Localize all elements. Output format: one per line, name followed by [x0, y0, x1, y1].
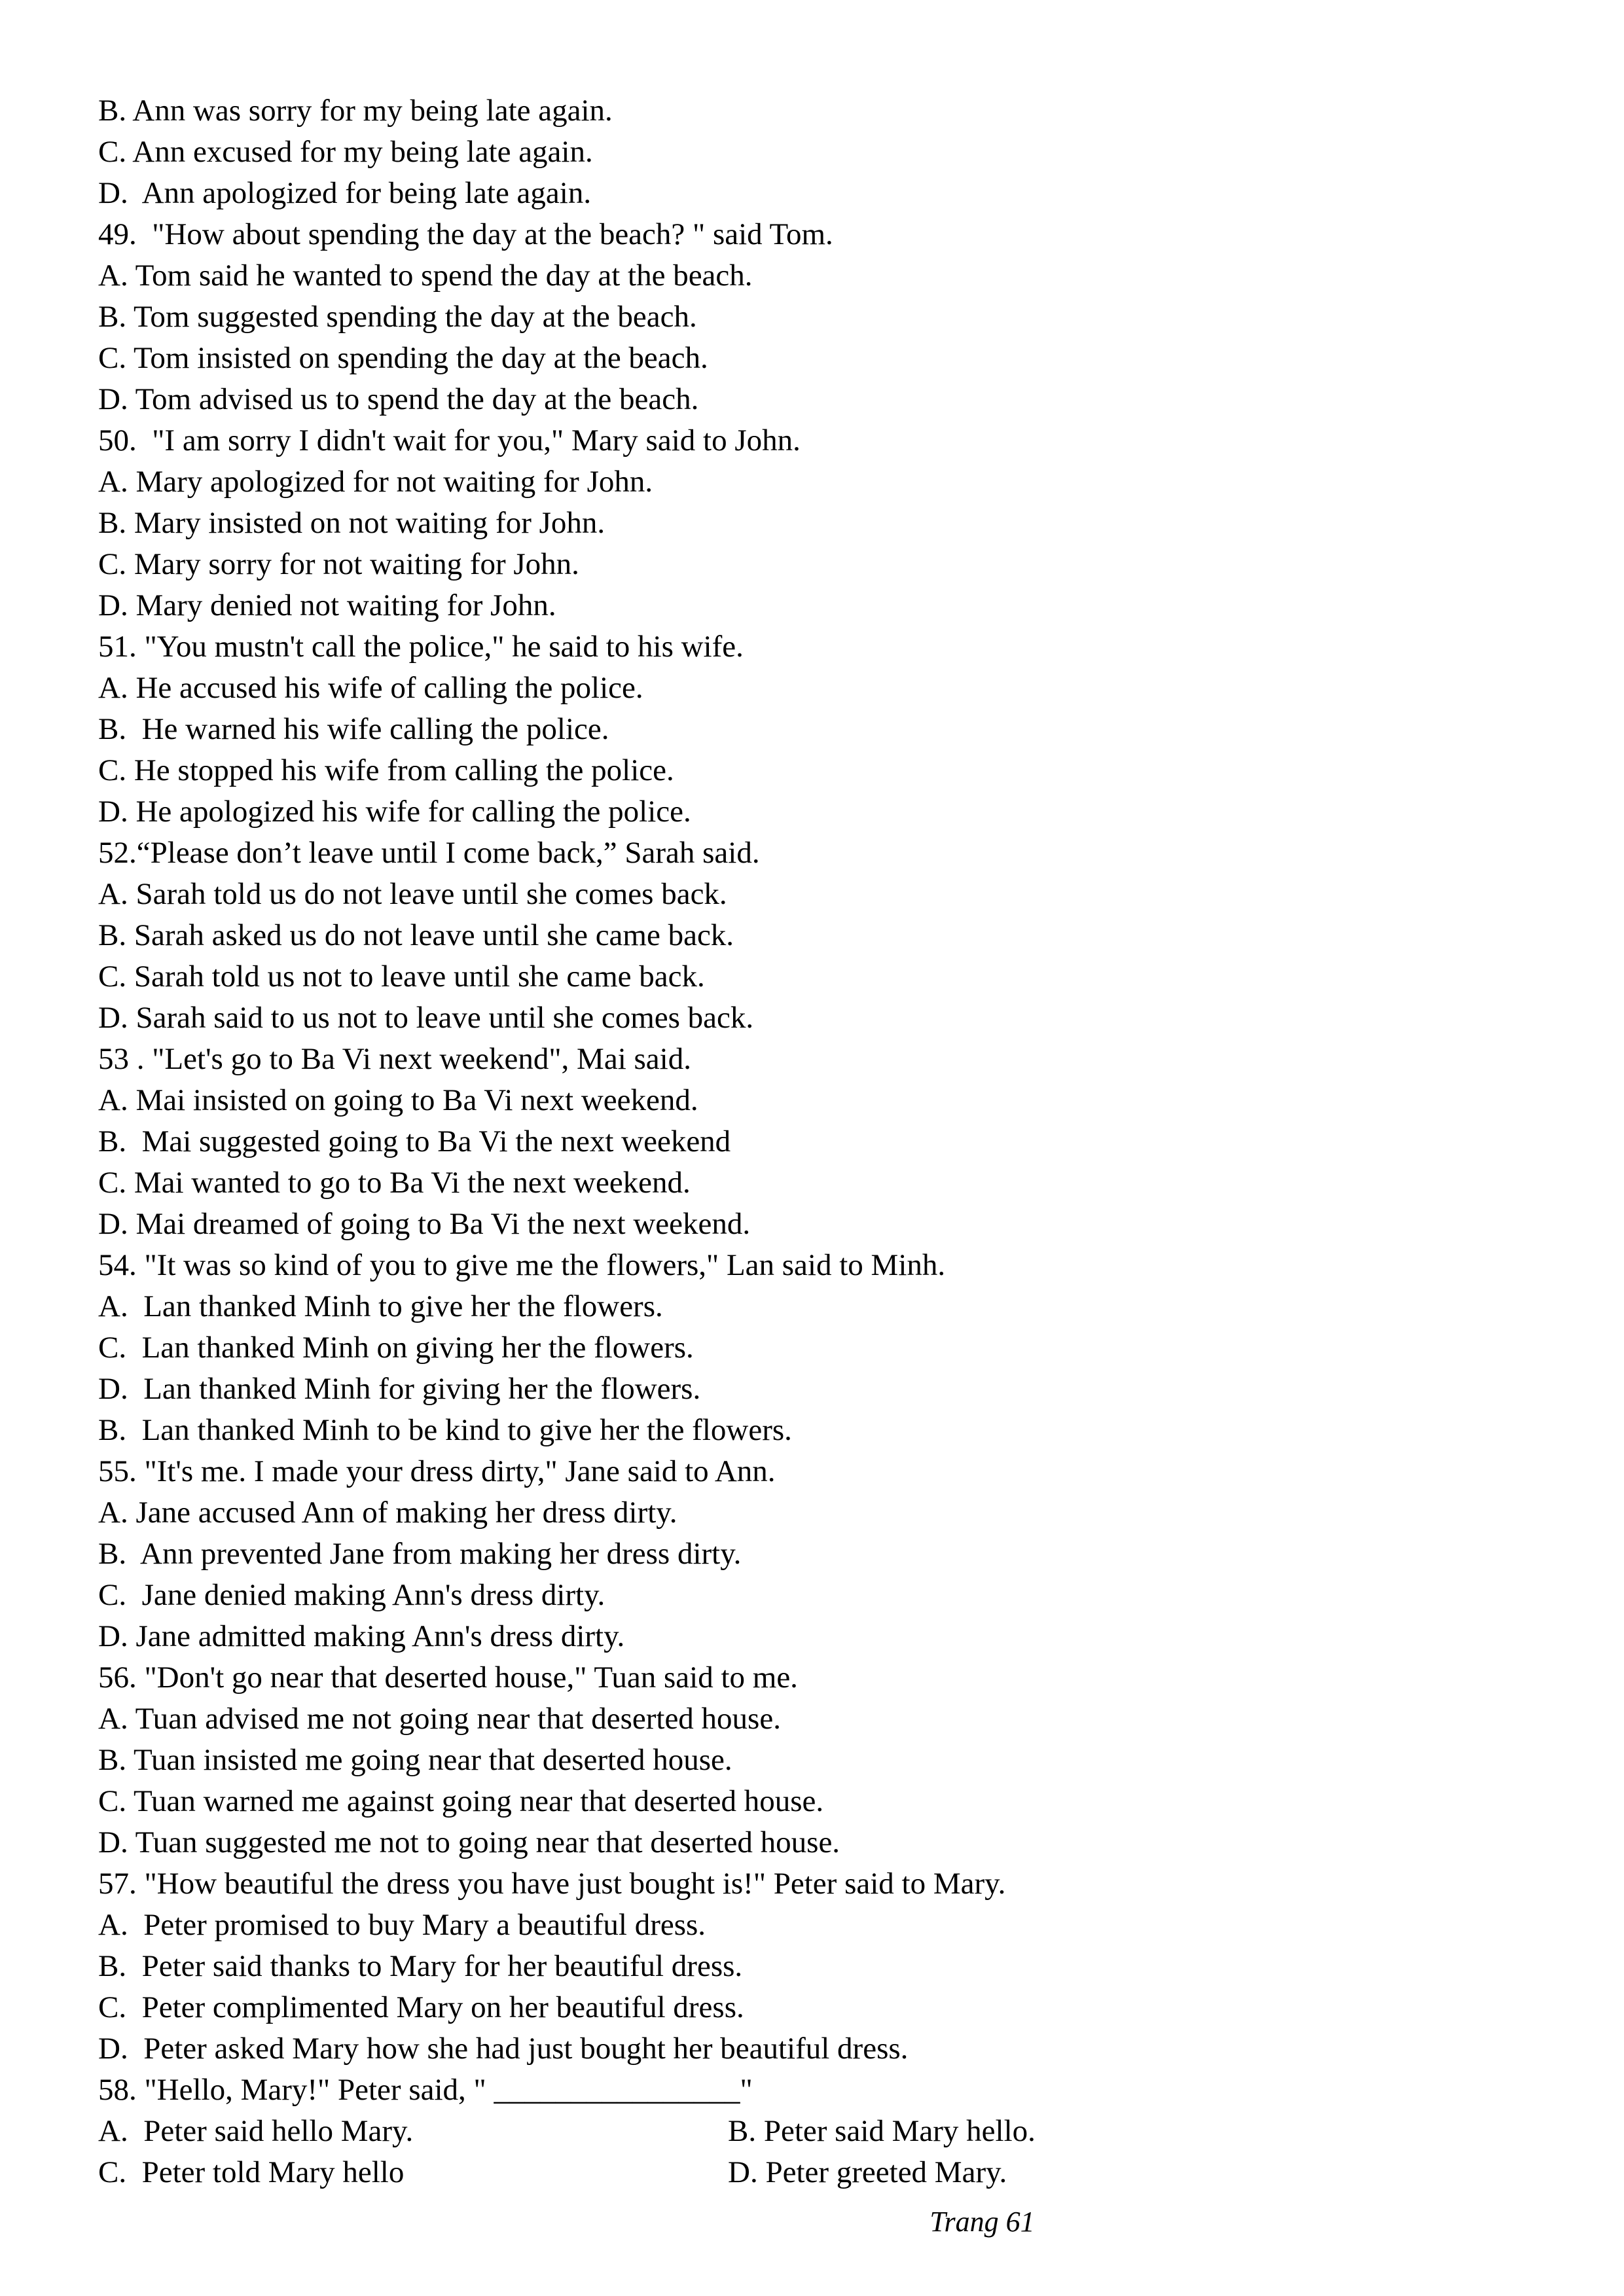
text-line: 57. "How beautiful the dress you have just bought is!" Peter said to Mary. — [98, 1867, 1006, 1901]
text-line: B. He warned his wife calling the police. — [98, 712, 609, 746]
text-line: C. Sarah told us not to leave until she came back. — [98, 960, 705, 994]
text-line: B. Sarah asked us do not leave until she came back. — [98, 918, 734, 952]
text-line: A. Lan thanked Minh to give her the flowers. — [98, 1289, 663, 1323]
text-line: C. Ann excused for my being late again. — [98, 135, 593, 169]
text-line: B. Ann prevented Jane from making her dress dirty. — [98, 1537, 742, 1571]
text-line: C. Lan thanked Minh on giving her the flowers. — [98, 1331, 694, 1365]
option-text: D. Peter greeted Mary. — [728, 2155, 1007, 2189]
text-line: D. Tom advised us to spend the day at the beach. — [98, 382, 699, 416]
text-line: A. Tom said he wanted to spend the day at the beach. — [98, 259, 753, 293]
text-line: D. Lan thanked Minh for giving her the flowers. — [98, 1372, 701, 1406]
page-footer — [0, 2205, 1624, 2238]
text-line: C. Tuan warned me against going near that deserted house. — [98, 1784, 824, 1818]
option-text: A. Peter said hello Mary. — [98, 2114, 414, 2148]
option-row — [98, 2111, 1526, 2152]
text-line: D. Jane admitted making Ann's dress dirty. — [98, 1619, 625, 1653]
text-line: B. Tuan insisted me going near that deserted house. — [98, 1743, 732, 1777]
document-lines — [98, 90, 1526, 2193]
text-line: D. Mai dreamed of going to Ba Vi the next weekend. — [98, 1207, 751, 1241]
text-line: 58. "Hello, Mary!" Peter said, " ________________" — [98, 2073, 753, 2107]
text-line: C. Mary sorry for not waiting for John. — [98, 547, 579, 581]
text-line: D. Tuan suggested me not to going near that deserted house. — [98, 1825, 840, 1859]
text-line: 53 . "Let's go to Ba Vi next weekend", Mai said. — [98, 1042, 691, 1076]
text-line: B. Mai suggested going to Ba Vi the next weekend — [98, 1124, 731, 1158]
text-line: B. Peter said thanks to Mary for her beautiful dress. — [98, 1949, 743, 1983]
page-number: Trang 61 — [929, 2206, 1035, 2238]
text-line: 54. "It was so kind of you to give me the flowers," Lan said to Minh. — [98, 1248, 946, 1282]
text-line: C. He stopped his wife from calling the police. — [98, 753, 674, 787]
text-line: B. Ann was sorry for my being late again. — [98, 94, 613, 128]
text-line: A. Tuan advised me not going near that deserted house. — [98, 1702, 781, 1736]
option-row — [98, 2152, 1526, 2193]
text-line: D. Mary denied not waiting for John. — [98, 588, 556, 622]
text-line: B. Lan thanked Minh to be kind to give her the flowers. — [98, 1413, 792, 1447]
option-text: B. Peter said Mary hello. — [728, 2114, 1036, 2148]
text-line: B. Mary insisted on not waiting for John. — [98, 506, 605, 540]
text-line: 51. "You mustn't call the police," he said to his wife. — [98, 630, 744, 664]
text-line: B. Tom suggested spending the day at the beach. — [98, 300, 697, 334]
text-line: A. He accused his wife of calling the police. — [98, 671, 643, 705]
text-line: D. He apologized his wife for calling the police. — [98, 795, 691, 829]
text-line: D. Sarah said to us not to leave until she comes back. — [98, 1001, 754, 1035]
text-line: A. Mary apologized for not waiting for John. — [98, 465, 653, 499]
text-line: 56. "Don't go near that deserted house," Tuan said to me. — [98, 1660, 798, 1695]
text-line: D. Peter asked Mary how she had just bought her beautiful dress. — [98, 2032, 909, 2066]
text-line: 55. "It's me. I made your dress dirty," Jane said to Ann. — [98, 1454, 776, 1488]
text-line: A. Jane accused Ann of making her dress dirty. — [98, 1496, 677, 1530]
text-line: C. Jane denied making Ann's dress dirty. — [98, 1578, 605, 1612]
text-line: A. Sarah told us do not leave until she comes back. — [98, 877, 727, 911]
text-line: D. Ann apologized for being late again. — [98, 176, 592, 210]
text-line: A. Peter promised to buy Mary a beautiful dress. — [98, 1908, 706, 1942]
option-text: C. Peter told Mary hello — [98, 2155, 405, 2189]
text-line: C. Peter complimented Mary on her beautiful dress. — [98, 1990, 744, 2024]
text-line: 49. "How about spending the day at the beach? " said Tom. — [98, 217, 833, 251]
text-line: C. Tom insisted on spending the day at the beach. — [98, 341, 708, 375]
text-line: A. Mai insisted on going to Ba Vi next weekend. — [98, 1083, 698, 1117]
text-line: 50. "I am sorry I didn't wait for you," Mary said to John. — [98, 423, 801, 457]
text-line: C. Mai wanted to go to Ba Vi the next weekend. — [98, 1166, 691, 1200]
text-line: 52.“Please don’t leave until I come back,” Sarah said. — [98, 836, 760, 870]
